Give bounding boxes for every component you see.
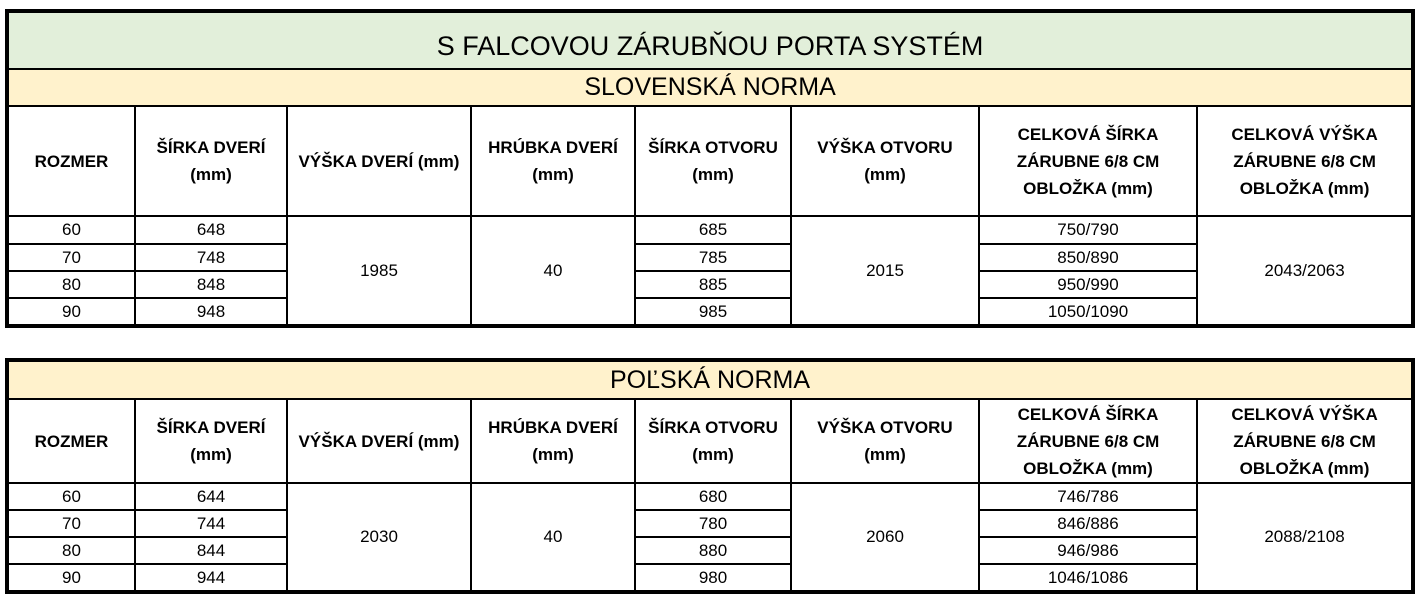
- title-row: [7, 11, 1413, 69]
- cell-celkova-sirka: 1050/1090: [979, 298, 1197, 326]
- cell-sirka-dveri: 848: [135, 271, 287, 298]
- cell-sirka-otvoru: 985: [635, 298, 791, 326]
- cell-sirka-dveri: 744: [135, 510, 287, 537]
- header-hrubka-dveri: [471, 106, 635, 216]
- cell-sirka-otvoru: 785: [635, 244, 791, 271]
- slovak-norm-table: [5, 9, 1415, 328]
- header-sirka-otvoru: [635, 106, 791, 216]
- cell-celkova-sirka: 946/986: [979, 537, 1197, 564]
- cell-sirka-otvoru: 880: [635, 537, 791, 564]
- cell-sirka-dveri: 948: [135, 298, 287, 326]
- header-vyska-otvoru-label: VÝŠKA OTVORU (mm): [817, 418, 953, 464]
- norm-row: [7, 69, 1413, 106]
- header-celkova-sirka: [979, 106, 1197, 216]
- cell-sirka-otvoru: 680: [635, 483, 791, 510]
- header-sirka-otvoru: [635, 399, 791, 483]
- header-vyska-dveri: VÝŠKA DVERÍ (mm): [287, 399, 471, 483]
- cell-celkova-vyska: 2043/2063: [1197, 216, 1413, 326]
- cell-hrubka-dveri: 40: [471, 216, 635, 326]
- cell-vyska-dveri: 2030: [287, 483, 471, 592]
- cell-rozmer: 60: [7, 483, 135, 510]
- table-row: [7, 483, 1413, 510]
- cell-vyska-otvoru: 2015: [791, 216, 979, 326]
- cell-rozmer: 90: [7, 564, 135, 592]
- cell-vyska-dveri: 1985: [287, 216, 471, 326]
- header-hrubka-dveri: [471, 399, 635, 483]
- header-vyska-otvoru: [791, 106, 979, 216]
- cell-sirka-otvoru: 885: [635, 271, 791, 298]
- header-rozmer: ROZMER: [7, 399, 135, 483]
- cell-sirka-dveri: 648: [135, 216, 287, 244]
- table-row: [7, 216, 1413, 244]
- cell-sirka-otvoru: 780: [635, 510, 791, 537]
- norm-row: [7, 360, 1413, 399]
- header-row: [7, 106, 1413, 216]
- cell-rozmer: 90: [7, 298, 135, 326]
- cell-rozmer: 80: [7, 537, 135, 564]
- header-celkova-vyska-label: CELKOVÁ VÝŠKA ZÁRUBNE 6/8 CM OBLOŽKA (mm): [1231, 124, 1378, 198]
- header-sirka-otvoru-label: ŠÍRKA OTVORU (mm): [648, 138, 778, 184]
- norm-title: SLOVENSKÁ NORMA: [7, 69, 1413, 106]
- header-celkova-vyska-label: CELKOVÁ VÝŠKA ZÁRUBNE 6/8 CM OBLOŽKA (mm): [1231, 404, 1378, 478]
- polish-norm-table: [5, 358, 1415, 594]
- cell-celkova-sirka: 750/790: [979, 216, 1197, 244]
- cell-sirka-otvoru: 685: [635, 216, 791, 244]
- header-row: [7, 399, 1413, 483]
- header-celkova-sirka: [979, 399, 1197, 483]
- header-celkova-sirka-label: CELKOVÁ ŠÍRKA ZÁRUBNE 6/8 CM OBLOŽKA (mm): [1016, 124, 1160, 198]
- header-hrubka-dveri-label: HRÚBKA DVERÍ (mm): [488, 418, 618, 464]
- cell-rozmer: 60: [7, 216, 135, 244]
- header-sirka-dveri: [135, 399, 287, 483]
- norm-title: POĽSKÁ NORMA: [7, 360, 1413, 399]
- cell-celkova-sirka: 846/886: [979, 510, 1197, 537]
- cell-celkova-sirka: 850/890: [979, 244, 1197, 271]
- cell-sirka-otvoru: 980: [635, 564, 791, 592]
- cell-celkova-sirka: 1046/1086: [979, 564, 1197, 592]
- cell-celkova-vyska: 2088/2108: [1197, 483, 1413, 592]
- header-sirka-dveri: [135, 106, 287, 216]
- cell-sirka-dveri: 844: [135, 537, 287, 564]
- cell-sirka-dveri: 944: [135, 564, 287, 592]
- cell-rozmer: 70: [7, 510, 135, 537]
- header-vyska-dveri: VÝŠKA DVERÍ (mm): [287, 106, 471, 216]
- page-title: S FALCOVOU ZÁRUBŇOU PORTA SYSTÉM: [7, 11, 1413, 69]
- cell-rozmer: 80: [7, 271, 135, 298]
- cell-celkova-sirka: 746/786: [979, 483, 1197, 510]
- header-rozmer: ROZMER: [7, 106, 135, 216]
- header-sirka-dveri-label: ŠÍRKA DVERÍ (mm): [156, 138, 266, 184]
- header-vyska-otvoru-label: VÝŠKA OTVORU (mm): [817, 138, 953, 184]
- cell-rozmer: 70: [7, 244, 135, 271]
- cell-hrubka-dveri: 40: [471, 483, 635, 592]
- header-vyska-otvoru: [791, 399, 979, 483]
- cell-celkova-sirka: 950/990: [979, 271, 1197, 298]
- header-hrubka-dveri-label: HRÚBKA DVERÍ (mm): [488, 138, 618, 184]
- cell-sirka-dveri: 644: [135, 483, 287, 510]
- header-celkova-vyska: [1197, 106, 1413, 216]
- header-celkova-vyska: [1197, 399, 1413, 483]
- cell-vyska-otvoru: 2060: [791, 483, 979, 592]
- cell-sirka-dveri: 748: [135, 244, 287, 271]
- header-sirka-dveri-label: ŠÍRKA DVERÍ (mm): [156, 418, 266, 464]
- header-sirka-otvoru-label: ŠÍRKA OTVORU (mm): [648, 418, 778, 464]
- header-celkova-sirka-label: CELKOVÁ ŠÍRKA ZÁRUBNE 6/8 CM OBLOŽKA (mm): [1016, 404, 1160, 478]
